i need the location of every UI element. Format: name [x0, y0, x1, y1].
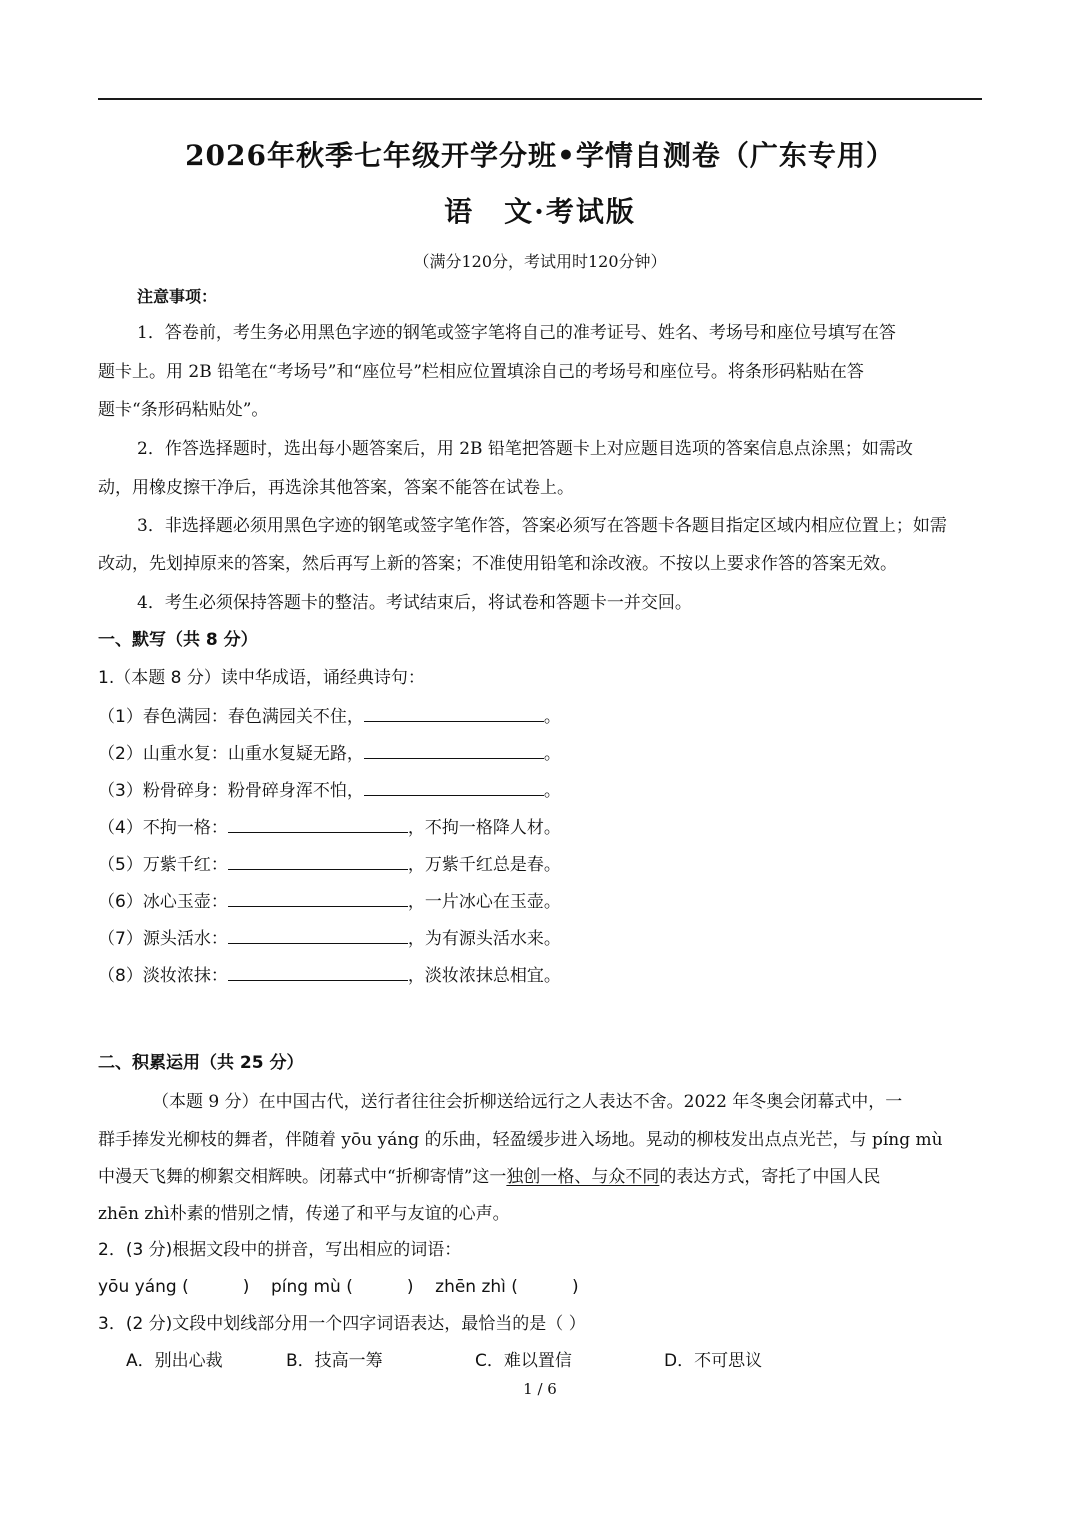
passage-line — [98, 1169, 880, 1186]
section1-heading: 一、默写（共 8 分） — [98, 630, 258, 650]
recite-end: ，一片冰心在玉壶。 — [407, 892, 561, 912]
recite-prompt: （8）淡妆浓抹： — [98, 966, 228, 986]
recite-prompt: （3）粉骨碎身：粉骨碎身浑不怕， — [98, 781, 364, 801]
section2-heading: 二、积累运用（共 25 分） — [98, 1053, 304, 1073]
option-c[interactable]: C．难以置信 — [475, 1351, 572, 1371]
passage-line: （本题 9 分）在中国古代，送行者往往会折柳送给远行之人表达不舍。2022 年冬奥会闭幕式中，一 — [152, 1092, 903, 1112]
answer-blank[interactable] — [364, 781, 544, 796]
notice-line: 动，用橡皮擦干净后，再选涂其他答案，答案不能答在试卷上。 — [98, 478, 574, 498]
recite-item — [98, 966, 561, 985]
recite-item — [98, 707, 561, 726]
recite-prompt: （6）冰心玉壶： — [98, 892, 228, 912]
recite-prompt: （5）万紫千红： — [98, 855, 228, 875]
notice-line: 1．答卷前，考生务必用黑色字迹的钢笔或签字笔将自己的准考证号、姓名、考场号和座位号填写在答 — [137, 323, 896, 343]
answer-blank[interactable] — [228, 855, 408, 870]
recite-item — [98, 929, 561, 948]
recite-end: 。 — [543, 781, 561, 801]
question-2: 2．(3 分)根据文段中的拼音，写出相应的词语： — [98, 1240, 462, 1260]
answer-blank[interactable] — [228, 966, 408, 981]
passage-text: 中漫天飞舞的柳絮交相辉映。闭幕式中“折柳寄情”这一 — [98, 1167, 507, 1187]
question-3: 3．(2 分)文段中划线部分用一个四字词语表达，最恰当的是（ ） — [98, 1314, 586, 1334]
exam-subtitle: 语 文·考试版 — [444, 195, 636, 228]
recite-prompt: （1）春色满园：春色满园关不住， — [98, 707, 364, 727]
question-1: 1.（本题 8 分）读中华成语，诵经典诗句： — [98, 668, 425, 688]
passage-text: 的表达方式，寄托了中国人民 — [659, 1167, 881, 1187]
recite-end: ，为有源头活水来。 — [407, 929, 561, 949]
recite-item — [98, 818, 561, 837]
answer-blank[interactable] — [228, 929, 408, 944]
answer-blank[interactable] — [364, 744, 544, 759]
passage-line: 群手捧发光柳枝的舞者，伴随着 yōu yáng 的乐曲，轻盈缓步进入场地。晃动的柳枝发出点点光芒，与 píng mù — [98, 1130, 943, 1150]
notice-line: 2．作答选择题时，选出每小题答案后，用 2B 铅笔把答题卡上对应题目选项的答案信息点涂黑；如需改 — [137, 439, 913, 459]
notice-line: 题卡上。用 2B 铅笔在“考场号”和“座位号”栏相应位置填涂自己的考场号和座位号。将条形码粘贴在答 — [98, 362, 864, 382]
recite-end: ，淡妆浓抹总相宜。 — [407, 966, 561, 986]
notice-line: 3．非选择题必须用黑色字迹的钢笔或签字笔作答，答案必须写在答题卡各题目指定区域内相应位置上；如需 — [137, 516, 947, 536]
exam-title: 2026年秋季七年级开学分班•学情自测卷（广东专用） — [185, 139, 895, 172]
recite-item — [98, 781, 561, 800]
recite-prompt: （2）山重水复：山重水复疑无路， — [98, 744, 364, 764]
notice-line: 4．考生必须保持答题卡的整洁。考试结束后，将试卷和答题卡一并交回。 — [137, 593, 692, 613]
recite-prompt: （4）不拘一格： — [98, 818, 228, 838]
notice-line: 改动，先划掉原来的答案，然后再写上新的答案；不准使用铅笔和涂改液。不按以上要求作答的答案无效。 — [98, 554, 897, 574]
recite-end: ，不拘一格降人材。 — [407, 818, 561, 838]
notice-line: 题卡“条形码粘贴处”。 — [98, 400, 269, 420]
answer-blank[interactable] — [228, 892, 408, 907]
notice-heading: 注意事项： — [137, 287, 218, 306]
option-a[interactable]: A．别出心裁 — [126, 1351, 223, 1371]
underlined-phrase: 独创一格、与众不同 — [506, 1167, 660, 1187]
page-number: 1 / 6 — [523, 1380, 557, 1398]
recite-end: 。 — [543, 744, 561, 764]
answer-blank[interactable] — [228, 818, 408, 833]
option-b[interactable]: B．技高一筹 — [286, 1351, 383, 1371]
recite-item — [98, 892, 561, 911]
pinyin-answer-line[interactable]: yōu yáng ( ) píng mù ( ) zhēn zhì ( ) — [98, 1277, 579, 1297]
recite-item — [98, 744, 561, 763]
passage-line: zhēn zhì朴素的惜别之情，传递了和平与友谊的心声。 — [98, 1204, 510, 1224]
recite-item — [98, 855, 561, 874]
recite-end: ，万紫千红总是春。 — [407, 855, 561, 875]
header-rule — [98, 98, 982, 100]
recite-prompt: （7）源头活水： — [98, 929, 228, 949]
answer-blank[interactable] — [364, 707, 544, 722]
recite-end: 。 — [543, 707, 561, 727]
score-note: （满分120分，考试用时120分钟） — [413, 252, 667, 271]
option-d[interactable]: D．不可思议 — [664, 1351, 763, 1371]
